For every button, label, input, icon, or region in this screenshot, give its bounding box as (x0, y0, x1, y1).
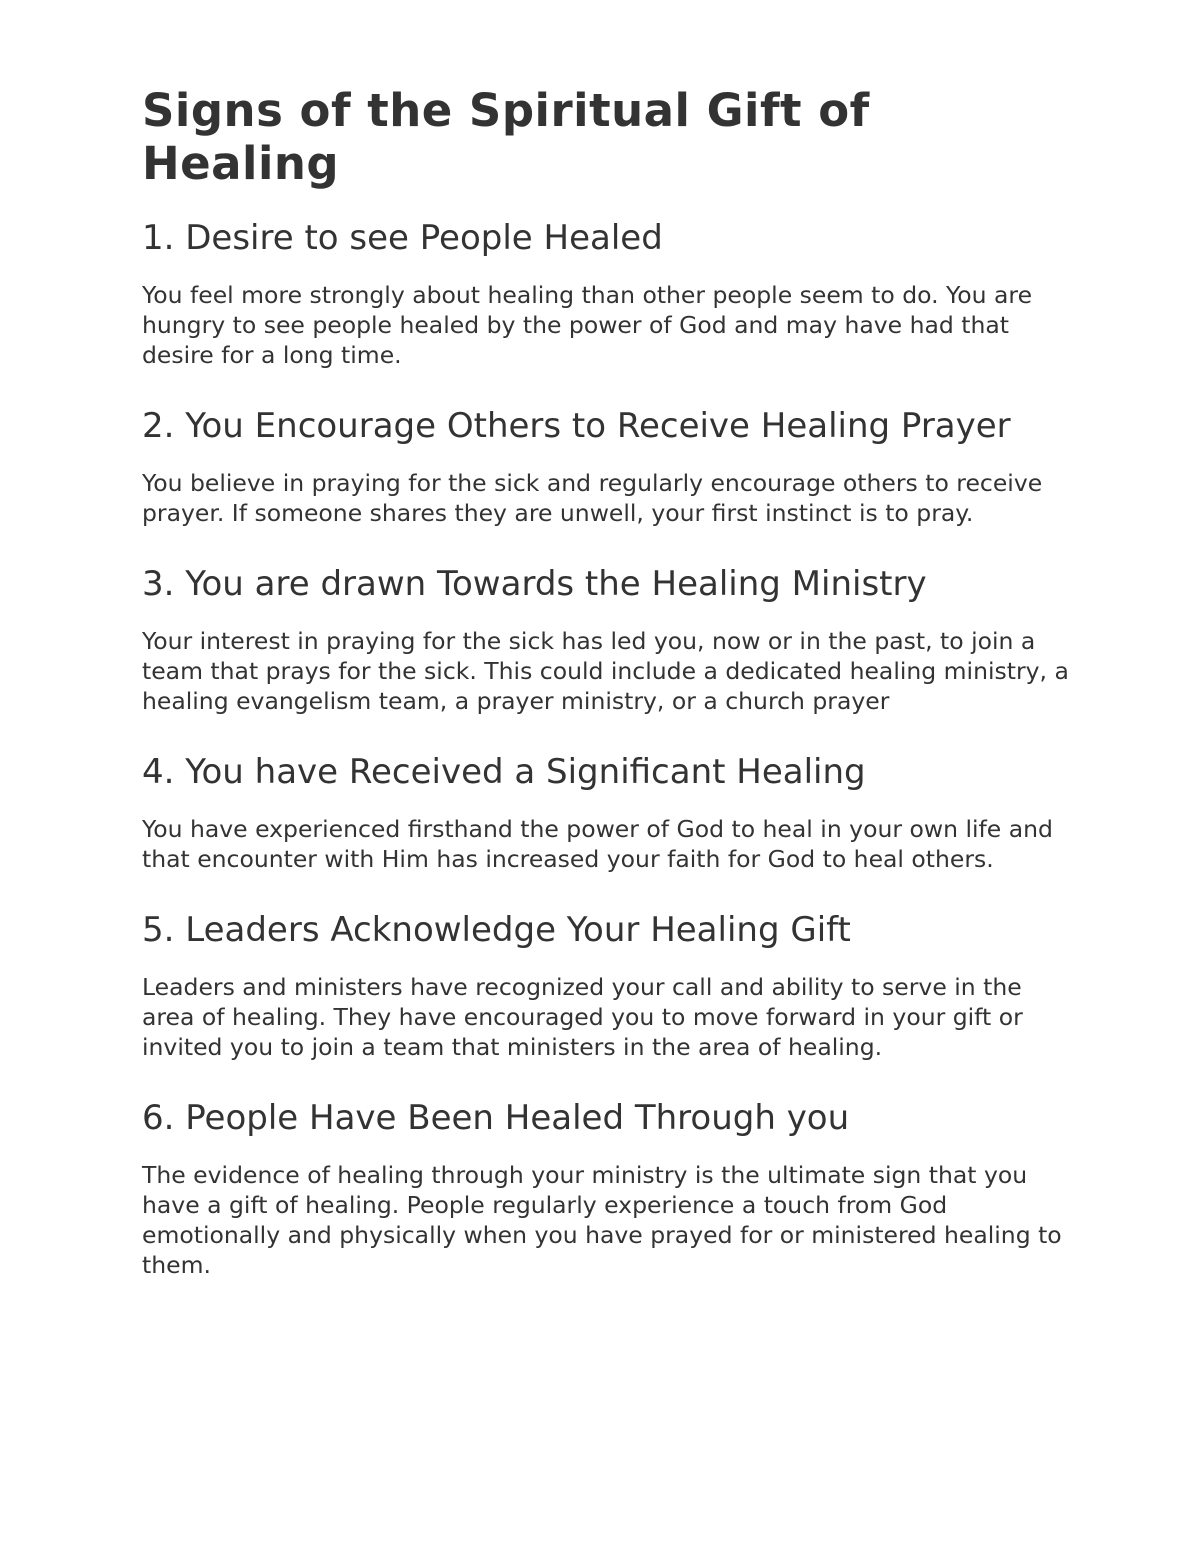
section-received-healing (142, 751, 1072, 874)
section-people-healed (142, 1097, 1072, 1280)
section-encourage-others (142, 405, 1072, 528)
section-body: You have experienced firsthand the power of God to heal in your own life and that encounter with Him has increased your faith for God to heal others. (142, 815, 1053, 873)
section-heading: 4. You have Received a Significant Healing (142, 752, 866, 792)
section-heading: 2. You Encourage Others to Receive Healing Prayer (142, 406, 1011, 446)
section-leaders-acknowledge (142, 909, 1072, 1062)
section-body: You feel more strongly about healing than other people seem to do. You are hungry to see people healed by the power of God and may have had that desire for a long time. (142, 281, 1033, 369)
section-body: You believe in praying for the sick and regularly encourage others to receive prayer. If someone shares they are unwell, your first instinct is to pray. (142, 469, 1043, 527)
section-heading: 6. People Have Been Healed Through you (142, 1098, 850, 1138)
section-heading: 5. Leaders Acknowledge Your Healing Gift (142, 910, 851, 950)
section-desire-to-see-healed (142, 217, 1072, 370)
document-title: Signs of the Spiritual Gift of Healing (142, 84, 870, 190)
section-body: The evidence of healing through your ministry is the ultimate sign that you have a gift of healing. People regularly experience a touch from God emotionally and physically when you have prayed for or ministered healing to them. (142, 1161, 1062, 1279)
section-body: Your interest in praying for the sick has led you, now or in the past, to join a team that prays for the sick. This could include a dedicated healing ministry, a healing evangelism team, a prayer ministry, or a church prayer (142, 627, 1069, 715)
section-drawn-to-ministry (142, 563, 1072, 716)
section-body: Leaders and ministers have recognized your call and ability to serve in the area of healing. They have encouraged you to move forward in your gift or invited you to join a team that ministers in the area of healing. (142, 973, 1023, 1061)
section-heading: 3. You are drawn Towards the Healing Ministry (142, 564, 927, 604)
document-page (142, 84, 1072, 1280)
section-heading: 1. Desire to see People Healed (142, 218, 663, 258)
